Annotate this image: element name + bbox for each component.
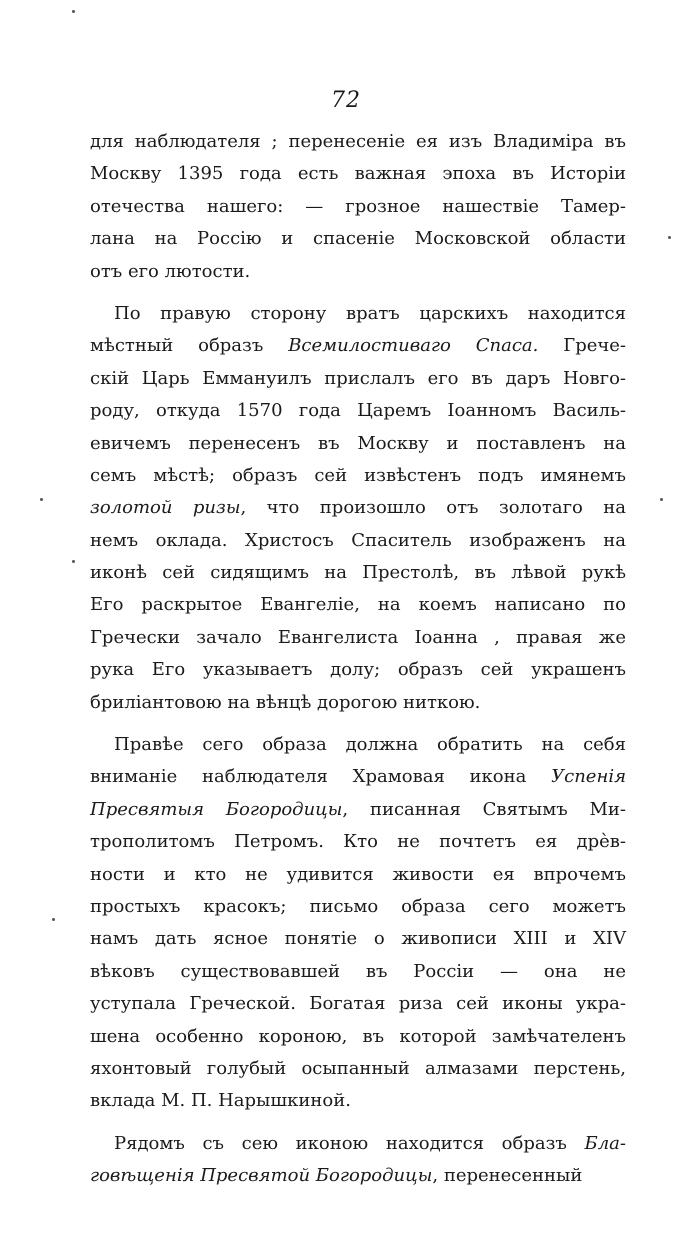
paragraph: [90, 126, 626, 288]
text-line: [90, 859, 626, 891]
italic-text-run: Бла-: [584, 1132, 626, 1154]
text-run: шена особенно короною, въ которой замѣчателенъ: [90, 1025, 626, 1047]
text-run: вѣковъ существовавшей въ Россіи — она не: [90, 960, 626, 982]
paragraph-gap: [90, 719, 626, 729]
scan-speck: [668, 236, 671, 239]
text-run: , что произошло отъ золотаго на: [240, 497, 627, 519]
text-run: яхонтовый голубый осыпанный алмазами перстень,: [90, 1057, 626, 1079]
text-line: [90, 460, 626, 492]
text-run: , перенесенный: [432, 1165, 583, 1187]
paragraph: [90, 1128, 626, 1193]
italic-text-run: говѣщенія Пресвятой Богородицы: [90, 1165, 433, 1187]
text-line: [90, 1085, 626, 1117]
paragraph-gap: [90, 288, 626, 298]
text-run: бриліантовою на вѣнцѣ дорогою ниткою.: [90, 691, 481, 713]
text-run: Его раскрытое Евангеліе, на коемъ написано по: [90, 594, 626, 616]
text-run: иконѣ сей сидящимъ на Престолѣ, въ лѣвой рукѣ: [90, 562, 626, 584]
text-line: [90, 826, 626, 858]
text-line: [90, 956, 626, 988]
text-line: [90, 1021, 626, 1053]
scan-speck: [40, 498, 43, 501]
text-run: скій Царь Еммануилъ прислалъ его въ даръ Новго-: [90, 367, 626, 389]
text-line: [90, 1128, 626, 1160]
text-run: трополитомъ Петромъ. Кто не почтетъ ея дрѐв-: [90, 831, 626, 853]
scan-speck: [52, 918, 55, 921]
body-text: [90, 126, 626, 1193]
text-line: [90, 557, 626, 589]
text-run: вклада М. П. Нарышкиной.: [90, 1090, 351, 1112]
text-line: [90, 395, 626, 427]
text-line: отечества нашего: — грозное нашествіе Тамер-: [90, 195, 626, 217]
text-line: [90, 298, 626, 330]
text-run: Рядомъ съ сею иконою находится образъ: [114, 1132, 585, 1154]
text-line: [90, 363, 626, 395]
text-run: семъ мѣстѣ; образъ сей извѣстенъ подъ имянемъ: [90, 464, 626, 486]
italic-text-run: Всемилостиваго Спаса.: [288, 335, 539, 357]
text-run: Правѣе сего образа должна обратить на себя: [114, 734, 626, 756]
text-run: простыхъ красокъ; письмо образа сего можетъ: [90, 895, 626, 917]
text-line: [90, 622, 626, 654]
text-run: ности и кто не удивится живости ея впрочемъ: [90, 863, 626, 885]
text-line: для наблюдателя ; перенесеніе ея изъ Владиміра въ: [90, 131, 626, 152]
text-run: немъ оклада. Христосъ Спаситель изображенъ на: [90, 529, 626, 551]
text-line: [90, 330, 626, 362]
italic-text-run: золотой ризы: [90, 497, 241, 519]
text-run: рука Его указываетъ долу; образъ сей украшенъ: [90, 659, 626, 681]
scan-speck: [72, 10, 75, 13]
scan-speck: [72, 560, 75, 563]
italic-text-run: Успенія: [551, 766, 626, 788]
text-line: [90, 891, 626, 923]
text-line: Москву 1395 года есть важная эпоха въ Исторіи: [90, 163, 626, 185]
text-line: [90, 988, 626, 1020]
page-number: 72: [331, 88, 361, 113]
text-line: [90, 1160, 626, 1192]
text-line: [90, 794, 626, 826]
text-line: отъ его лютости.: [90, 260, 251, 282]
paragraph-gap: [90, 1118, 626, 1128]
text-line: [90, 525, 626, 557]
text-line: [90, 761, 626, 793]
text-run: , писанная Святымъ Ми-: [342, 798, 626, 820]
text-line: [90, 654, 626, 686]
text-run: Грече-: [538, 335, 627, 357]
text-line: [90, 492, 626, 524]
text-line: [90, 589, 626, 621]
text-line: [90, 687, 626, 719]
text-line: [90, 1053, 626, 1085]
text-run: роду, откуда 1570 года Царемъ Іоанномъ Василь-: [90, 400, 626, 422]
text-line: [90, 428, 626, 460]
text-run: намъ дать ясное понятіе о живописи XIII и XIV: [90, 928, 626, 950]
paragraph: [90, 298, 626, 719]
text-run: Гречески зачало Евангелиста Іоанна , правая же: [90, 626, 626, 648]
text-run: По правую сторону вратъ царскихъ находится: [114, 302, 626, 324]
text-run: уступала Греческой. Богатая риза сей иконы укра-: [90, 993, 626, 1015]
scan-speck: [660, 498, 663, 501]
paragraph: [90, 729, 626, 1118]
text-run: мѣстный образъ: [90, 335, 289, 357]
italic-text-run: Пресвятыя Богородицы: [90, 798, 343, 820]
text-run: евичемъ перенесенъ въ Москву и поставленъ на: [90, 432, 626, 454]
text-line: [90, 923, 626, 955]
text-run: вниманіе наблюдателя Храмовая икона: [90, 766, 552, 788]
text-line: [90, 729, 626, 761]
text-line: лана на Россію и спасеніе Московской области: [90, 228, 626, 250]
